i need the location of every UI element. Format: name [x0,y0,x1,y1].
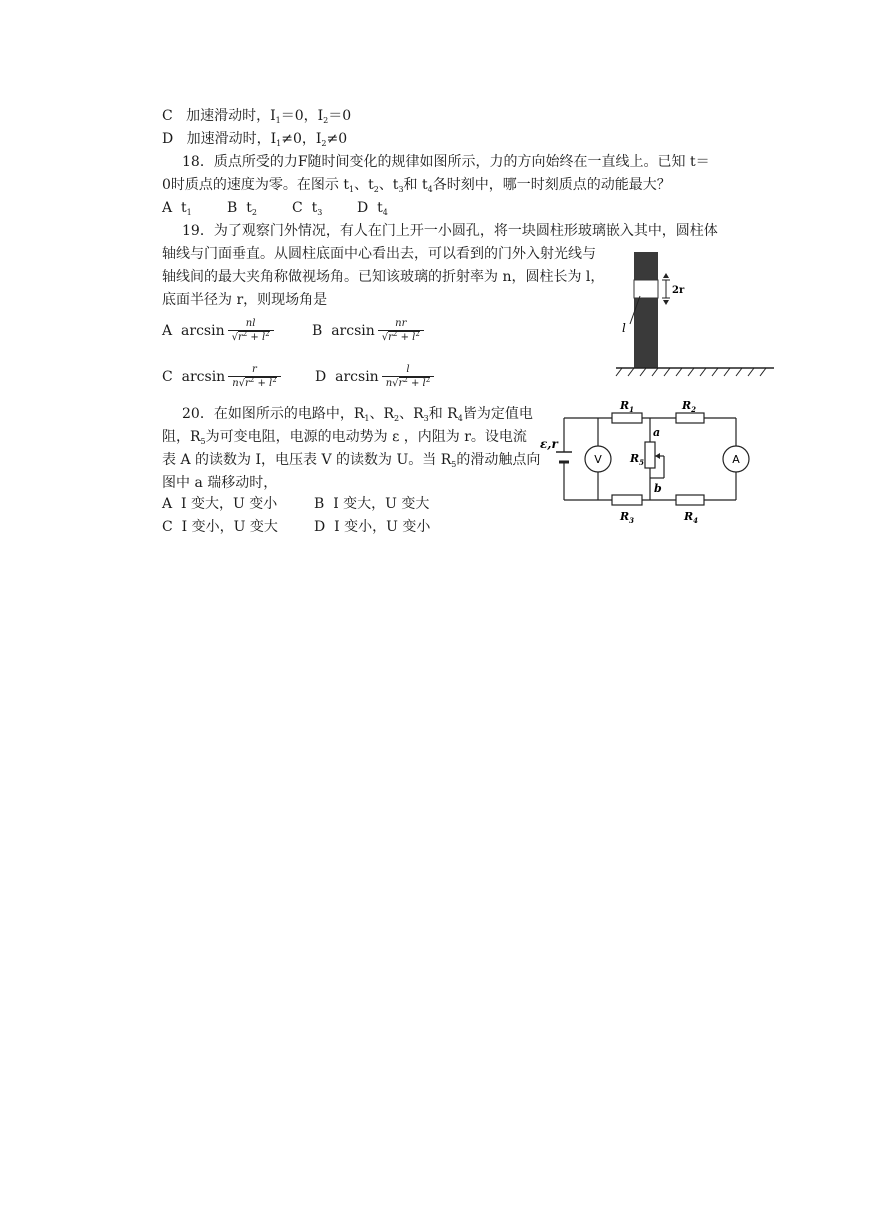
resistor-r2 [676,413,704,423]
point-a-label: a [653,426,661,439]
q18-option-a: A $t_1$ [162,200,192,217]
q19-option-b: B arcsin $\frac{nr}{√r^2 + l^2}$ [312,318,424,344]
resistor-r4 [676,495,704,505]
q20-stem-line1: 20．在如图所示的电路中，$R_1$、$R_2$、$R_3$和 $R_4$皆为定值电 [182,406,533,423]
q20-option-d: D I 变小，U 变小 [314,519,431,535]
q20-stem-line3: 表 A 的读数为 I，电压表 V 的读数为 U。当 $R_5$的滑动触点向 [162,452,541,469]
label-2r: 2r [672,285,685,296]
q18-stem-line1: 18．质点所受的力F随时间变化的规律如图所示，力的方向始终在一直线上。已知 t＝ [182,154,710,170]
q19-option-c: C arcsin $\frac{r}{n√r^2 + l^2}$ [162,364,315,390]
slider-arrow [655,453,660,459]
r3-label: $R_3$ [620,510,635,524]
door-cylinder-figure [610,250,780,380]
q18-option-c: C $t_3$ [292,200,323,217]
q19-options-ab [162,318,424,344]
q20-option-a: A I 变大，U 变小 [162,496,278,512]
resistor-r1 [612,413,642,423]
q18-stem-line2: 0时质点的速度为零。在图示 $t_1$、$t_2$、$t_3$和 $t_4$各时刻中，哪一时刻质点的动能最大？ [162,177,671,194]
door-upper-section [634,252,658,280]
q17-option-d: D 加速滑动时，$I_1\ne 0$，$I_2\ne 0$ [162,131,348,148]
q19-option-d: D arcsin $\frac{l}{n√r^2 + l^2}$ [315,364,434,390]
glass-cylinder [634,280,658,298]
emf-label: ε,r [540,437,558,451]
r5-label: $R_5$ [630,452,645,467]
q20-option-b: B I 变大，U 变大 [314,496,430,512]
q20-stem-line2: 阻，$R_5$为可变电阻，电源的电动势为 ε ，内阻为 r。设电流 [162,429,527,446]
resistor-r3 [612,495,642,505]
q19-options-cd [162,364,434,390]
point-b-label: b [654,482,662,495]
q19-stem-line3: 轴线间的最大夹角称做视场角。已知该玻璃的折射率为 n，圆柱长为 l， [162,269,605,285]
q17-option-c: C 加速滑动时，$I_1=0$，$I_2=0$ [162,108,352,125]
label-l: l [622,321,626,335]
circuit-diagram [538,396,750,524]
r4-label: $R_4$ [684,510,699,524]
q19-stem-line4: 底面半径为 r，则现场角是 [162,292,328,308]
ammeter-label: A [732,453,740,466]
door-lower-section [634,298,658,368]
resistor-r5 [645,442,655,468]
q20-stem-line4: 图中 a 瑞移动时， [162,475,278,491]
q18-option-b: B $t_2$ [227,200,257,217]
q20-option-c: C I 变小，U 变大 [162,519,278,535]
voltmeter-label: V [594,453,602,466]
q18-option-d: D $t_4$ [357,200,388,217]
q19-stem-line1: 19．为了观察门外情况，有人在门上开一小圆孔，将一块圆柱形玻璃嵌入其中，圆柱体 [182,223,718,239]
q20-options-ab [162,494,429,514]
q18-options [162,198,388,218]
q20-options-cd [162,517,430,537]
q19-option-a: A arcsin $\frac{nl}{√r^2 + l^2}$ [162,318,312,344]
r1-label: $R_1$ [620,399,635,414]
q19-stem-line2: 轴线与门面垂直。从圆柱底面中心看出去，可以看到的门外入射光线与 [162,246,596,262]
r2-label: $R_2$ [682,399,697,414]
